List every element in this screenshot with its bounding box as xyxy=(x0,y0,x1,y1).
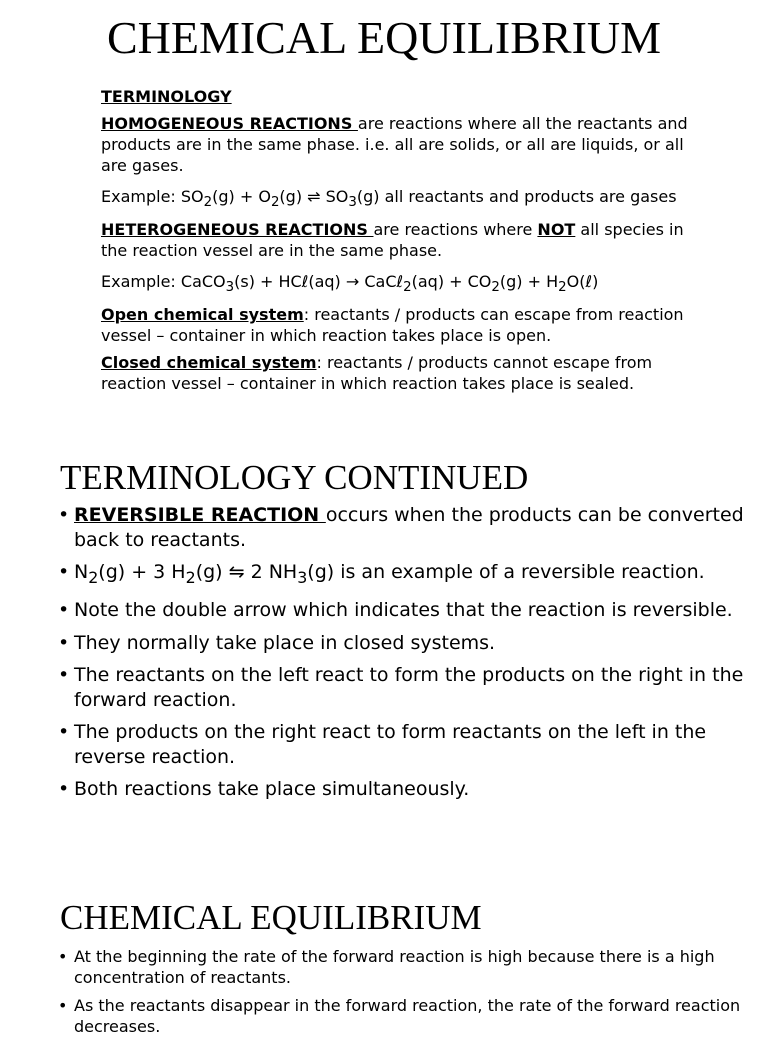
example2-text: (s) + HCℓ(aq) → CaCℓ xyxy=(234,272,404,292)
closed-system-definition: : reactants / products cannot escape from reaction vessel – container in which reaction takes place is sealed. xyxy=(101,353,653,394)
open-system-definition: : reactants / products can escape from reaction vessel – container in which reaction takes place is open. xyxy=(101,305,684,346)
subscript: 3 xyxy=(225,280,235,296)
reversible-reaction-term: REVERSIBLE REACTION xyxy=(74,504,326,526)
list-item xyxy=(58,560,758,590)
heterogeneous-term: HETEROGENEOUS REACTIONS xyxy=(101,220,374,240)
example1-text: Example: SO xyxy=(101,187,204,206)
list-item: • At the beginning the rate of the forward reaction is high because there is a high concentration of reactants. xyxy=(58,946,758,988)
slide3-title: CHEMICAL EQUILIBRIUM xyxy=(60,898,482,937)
example1 xyxy=(101,186,701,213)
heterogeneous-paragraph xyxy=(101,219,701,261)
equation-text: (g) + 3 H xyxy=(98,561,186,583)
example1-text: (g) + O xyxy=(212,187,271,206)
equation-text: (g) ⇋ 2 NH xyxy=(195,561,298,583)
homogeneous-term: HOMOGENEOUS REACTIONS xyxy=(101,114,358,133)
example2-text: Example: CaCO xyxy=(101,272,226,292)
open-system-paragraph xyxy=(101,304,701,346)
subscript: 2 xyxy=(558,280,567,296)
list-item: • The products on the right react to form reactants on the left in the reverse reaction. xyxy=(58,720,758,769)
list-item: • They normally take place in closed systems. xyxy=(58,631,758,656)
slide3-bullet-list xyxy=(58,946,758,1044)
terminology-heading: TERMINOLOGY xyxy=(101,87,232,106)
list-item: • As the reactants disappear in the forward reaction, the rate of the forward reaction decreases. xyxy=(58,995,758,1037)
subscript: 2 xyxy=(203,195,213,211)
subscript: 2 xyxy=(270,195,280,211)
homogeneous-definition: are reactions where all the reactants and products are in the same phase. i.e. all are solids, or all are liquids, or all are gases. xyxy=(101,114,688,175)
open-system-term: Open chemical system xyxy=(101,305,304,325)
list-item xyxy=(58,503,758,552)
equation-text: (g) is an example of a reversible reaction. xyxy=(307,561,705,583)
subscript: 2 xyxy=(403,280,412,296)
list-item-text: occurs when the products can be converted back to reactants. xyxy=(74,504,744,551)
subscript: 3 xyxy=(297,567,308,587)
example2-text: O(ℓ) xyxy=(566,272,599,292)
example2-text: (g) + H xyxy=(499,272,559,292)
heterogeneous-definition: all species in the reaction vessel are in the same phase. xyxy=(101,220,684,261)
closed-system-term: Closed chemical system xyxy=(101,353,317,373)
subscript: 2 xyxy=(88,567,99,587)
subscript: 3 xyxy=(348,195,357,211)
example1-text: (g) all reactants and products are gases xyxy=(356,187,677,206)
example2 xyxy=(101,271,701,298)
list-item: • Both reactions take place simultaneously. xyxy=(58,777,758,802)
list-item: • The reactants on the left react to form the products on the right in the forward reaction. xyxy=(58,663,758,712)
list-item: • Note the double arrow which indicates that the reaction is reversible. xyxy=(58,598,758,623)
slide2-title: TERMINOLOGY CONTINUED xyxy=(60,458,529,497)
subscript: 2 xyxy=(185,567,196,587)
not-emphasis: NOT xyxy=(537,220,576,240)
closed-system-paragraph xyxy=(101,352,701,394)
subscript: 2 xyxy=(491,280,500,296)
homogeneous-paragraph xyxy=(101,113,701,176)
heterogeneous-definition: are reactions where xyxy=(373,220,538,240)
slide1-body xyxy=(101,86,701,400)
slide2-bullet-list xyxy=(58,503,758,810)
slide1-title: CHEMICAL EQUILIBRIUM xyxy=(106,12,662,63)
example2-text: (aq) + CO xyxy=(411,272,492,292)
equation-text: N xyxy=(74,561,89,583)
example1-text: (g) ⇌ SO xyxy=(279,187,349,206)
